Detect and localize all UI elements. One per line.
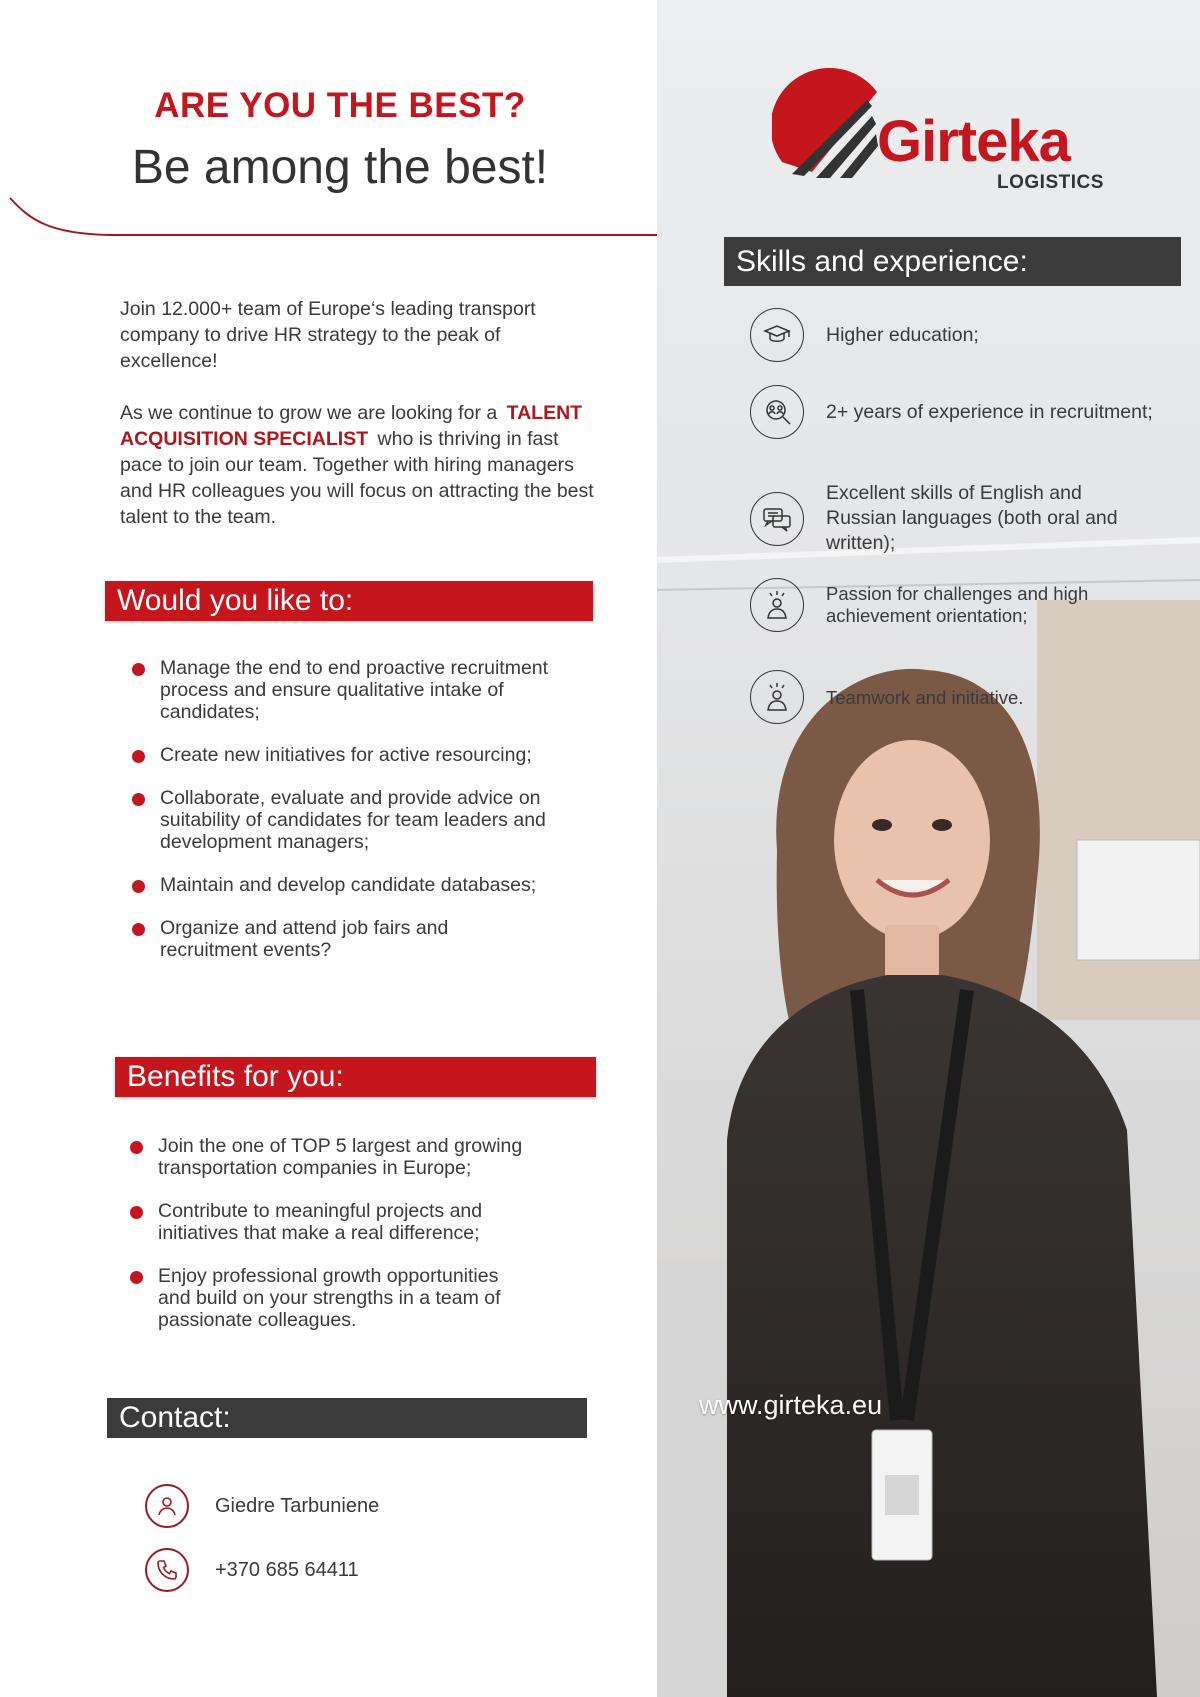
benefits-list bbox=[128, 1135, 528, 1352]
list-item-text: Maintain and develop candidate databases; bbox=[160, 874, 537, 896]
bullet-dot bbox=[132, 793, 145, 806]
list-item bbox=[128, 1200, 528, 1244]
contact-name: Giedre Tarbuniene bbox=[215, 1494, 380, 1517]
girteka-logo bbox=[772, 62, 882, 182]
skill-text: Teamwork and initiative. bbox=[826, 686, 1024, 708]
benefits-header: Benefits for you: bbox=[115, 1057, 596, 1097]
person-idea-icon bbox=[750, 670, 804, 724]
subhead: Be among the best! bbox=[131, 141, 549, 194]
list-item bbox=[130, 917, 550, 961]
list-item-text: Create new initiatives for active resourcing; bbox=[160, 744, 532, 766]
skill-text: Passion for challenges and high achievement orientation; bbox=[826, 583, 1089, 626]
list-item bbox=[130, 744, 550, 766]
intro-text bbox=[120, 296, 600, 556]
brand-name: Girteka bbox=[877, 109, 1070, 174]
contact-name-row bbox=[145, 1484, 379, 1528]
contact-header: Contact: bbox=[107, 1398, 587, 1438]
contact-phone-row bbox=[145, 1548, 359, 1592]
bullet-dot bbox=[132, 923, 145, 936]
right-column bbox=[657, 0, 1200, 1697]
list-item bbox=[128, 1265, 528, 1331]
intro-p2-after: who is thriving in fast pace to join our team. Together with hiring managers and HR colleagues you will focus on attracting the best talent to the team. bbox=[120, 428, 594, 528]
job-title-highlight: TALENT ACQUISITION SPECIALIST bbox=[120, 402, 583, 450]
chat-bubbles-icon bbox=[750, 492, 804, 546]
skill-text: 2+ years of experience in recruitment; bbox=[826, 400, 1153, 423]
skills-header: Skills and experience: bbox=[724, 237, 1181, 286]
list-item bbox=[130, 657, 550, 723]
person-icon bbox=[145, 1484, 189, 1528]
list-item-text: Join the one of TOP 5 largest and growing transportation companies in Europe; bbox=[158, 1135, 523, 1179]
phone-icon bbox=[145, 1548, 189, 1592]
brand-sub: LOGISTICS bbox=[997, 172, 1104, 193]
list-item bbox=[128, 1135, 528, 1179]
would-you-like-header: Would you like to: bbox=[105, 581, 593, 621]
skill-text: Excellent skills of English and Russian languages (both oral and written); bbox=[826, 482, 1118, 554]
person-idea-icon bbox=[750, 578, 804, 632]
skill-item bbox=[750, 481, 1156, 556]
list-item bbox=[130, 874, 550, 896]
bullet-dot bbox=[130, 1206, 143, 1219]
website-link[interactable]: www.girteka.eu bbox=[699, 1390, 883, 1420]
contact-phone[interactable]: +370 685 64411 bbox=[215, 1558, 359, 1581]
list-item-text: Collaborate, evaluate and provide advice on suitability of candidates for team leaders and development managers; bbox=[160, 787, 546, 853]
bullet-dot bbox=[132, 750, 145, 763]
list-item-text: Contribute to meaningful projects and initiatives that make a real difference; bbox=[158, 1200, 483, 1244]
list-item-text: Organize and attend job fairs and recruitment events? bbox=[160, 917, 449, 961]
bullet-dot bbox=[130, 1271, 143, 1284]
would-you-like-list bbox=[130, 657, 550, 982]
skill-item bbox=[750, 670, 1156, 724]
skill-item bbox=[750, 308, 1156, 362]
skill-text: Higher education; bbox=[826, 323, 979, 346]
decorative-swoosh bbox=[0, 190, 657, 240]
graduation-cap-icon bbox=[750, 308, 804, 362]
people-search-icon bbox=[750, 385, 804, 439]
intro-paragraph-1: Join 12.000+ team of Europe‘s leading transport company to drive HR strategy to the peak of excellence! bbox=[120, 298, 536, 372]
skill-item bbox=[750, 578, 1156, 632]
intro-paragraph-2 bbox=[120, 400, 600, 530]
headline: ARE YOU THE BEST? bbox=[154, 86, 526, 125]
bullet-dot bbox=[132, 880, 145, 893]
bullet-dot bbox=[132, 663, 145, 676]
list-item-text: Manage the end to end proactive recruitment process and ensure qualitative intake of candidates; bbox=[160, 657, 549, 723]
intro-p2-before: As we continue to grow we are looking for a bbox=[120, 402, 498, 424]
list-item bbox=[130, 787, 550, 853]
bullet-dot bbox=[130, 1141, 143, 1154]
skill-item bbox=[750, 385, 1156, 439]
list-item-text: Enjoy professional growth opportunities and build on your strengths in a team of passionate colleagues. bbox=[158, 1265, 501, 1331]
